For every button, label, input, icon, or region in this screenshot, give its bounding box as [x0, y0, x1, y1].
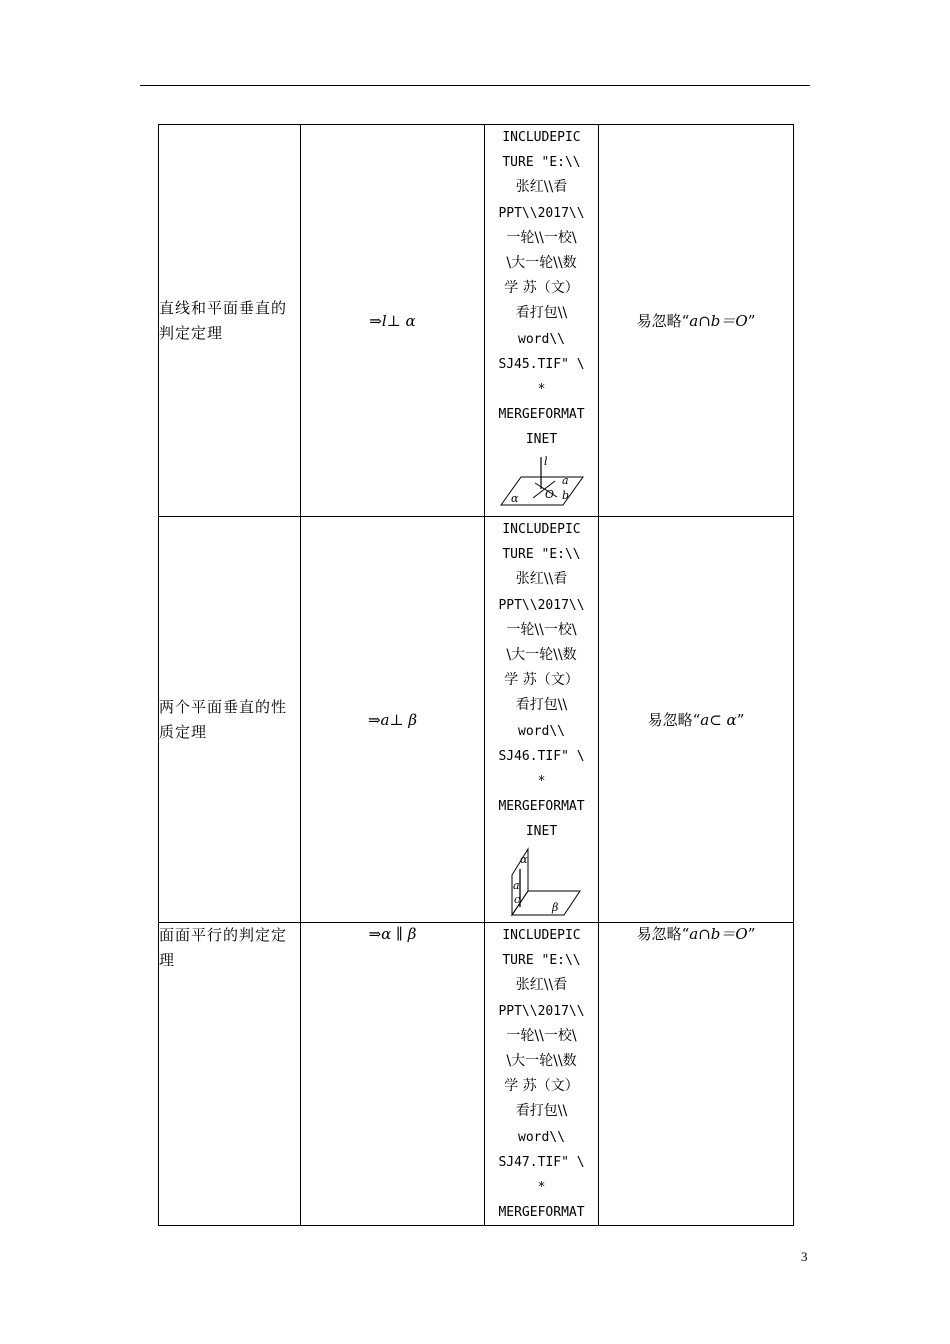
implies-symbol: ⇒: [369, 311, 382, 330]
field-code-line: word\\: [518, 331, 565, 347]
note-suffix: ”: [747, 925, 756, 943]
note-formula: a∩b＝O: [689, 312, 748, 330]
table-row: [159, 923, 794, 1226]
field-code-line: 看打包\\: [515, 1103, 568, 1120]
implies-symbol: ⇒: [368, 925, 382, 943]
conclusion-cell: [301, 125, 485, 517]
field-code-line: SJ47.TIF" \: [498, 1154, 585, 1170]
field-code-line: PPT\\2017\\: [498, 597, 585, 613]
label-c: c: [513, 892, 520, 906]
field-code-line: SJ45.TIF" \: [498, 356, 585, 372]
conclusion-formula: l⊥ α: [381, 311, 416, 330]
note-suffix: ”: [736, 711, 745, 729]
note-prefix: 易忽略“: [647, 711, 701, 729]
theorem-name: 两个平面垂直的性质定理: [159, 697, 288, 741]
label-alpha: α: [519, 852, 527, 866]
label-a: a: [561, 473, 569, 487]
field-code-line: 张红\\看: [515, 571, 568, 588]
field-code-line: 看打包\\: [515, 697, 568, 714]
field-code-line: SJ46.TIF" \: [498, 748, 585, 764]
note-formula: a⊂ α: [700, 711, 737, 729]
figure-cell: [485, 125, 599, 517]
note-cell: [599, 125, 794, 517]
conclusion-formula: α ∥ β: [381, 925, 417, 943]
field-code-line: 张红\\看: [515, 977, 568, 994]
note-cell: [599, 517, 794, 923]
field-code-line: *: [537, 774, 546, 790]
perpendicular-planes-figure: [502, 845, 582, 917]
label-o: O: [544, 487, 554, 501]
note-prefix: 易忽略“: [636, 925, 690, 943]
field-code-line: 张红\\看: [515, 179, 568, 196]
field-code-line: PPT\\2017\\: [498, 205, 585, 221]
conclusion-formula: a⊥ β: [380, 710, 418, 729]
field-code-line: INET: [525, 824, 558, 840]
theorem-name-cell: [159, 517, 301, 923]
note-prefix: 易忽略“: [636, 312, 690, 330]
field-code-line: INCLUDEPIC: [502, 928, 581, 943]
theorem-name-cell: [159, 125, 301, 517]
theorem-table: [158, 124, 794, 1226]
implies-symbol: ⇒: [367, 710, 381, 729]
label-l: l: [543, 454, 548, 468]
field-code-line: MERGEFORMAT: [498, 1205, 585, 1221]
field-code-line: 学 苏（文）: [504, 672, 579, 689]
field-code-line: 看打包\\: [515, 305, 568, 322]
note-formula: a∩b＝O: [689, 925, 748, 943]
field-code-line: TURE "E:\\: [502, 547, 581, 563]
field-code-line: \大一轮\\数: [506, 1053, 577, 1070]
field-code-line: *: [537, 1180, 546, 1196]
page-number: 3: [801, 1249, 808, 1264]
label-beta: β: [551, 900, 558, 914]
field-code-line: TURE "E:\\: [502, 953, 581, 969]
field-code-line: MERGEFORMAT: [498, 799, 585, 815]
field-code-line: \大一轮\\数: [506, 647, 577, 664]
line-plane-perpendicular-figure: [499, 453, 585, 509]
field-code-line: MERGEFORMAT: [498, 407, 585, 423]
label-a: a: [512, 878, 520, 892]
label-b: b: [561, 488, 569, 502]
theorem-name-cell: [159, 923, 301, 1226]
field-code-line: word\\: [518, 1129, 565, 1145]
field-code-line: PPT\\2017\\: [498, 1003, 585, 1019]
conclusion-cell: [301, 517, 485, 923]
note-cell: [599, 923, 794, 1226]
note-suffix: ”: [747, 312, 756, 330]
label-alpha: α: [510, 491, 518, 505]
field-code-line: INCLUDEPIC: [502, 522, 581, 537]
field-code-line: \大一轮\\数: [506, 255, 577, 272]
theorem-name: 直线和平面垂直的判定定理: [159, 298, 288, 342]
figure-cell: [485, 923, 599, 1226]
field-code-line: 一轮\\一校\: [506, 1027, 577, 1044]
header-rule: [140, 85, 810, 86]
field-code-line: TURE "E:\\: [502, 155, 581, 171]
table-row: [159, 517, 794, 923]
field-code-line: INET: [525, 432, 558, 448]
field-code-line: INCLUDEPIC: [502, 130, 581, 145]
table-row: [159, 125, 794, 517]
theorem-name: 面面平行的判定定理: [159, 926, 288, 969]
field-code-line: 一轮\\一校\: [506, 229, 577, 246]
conclusion-cell: [301, 923, 485, 1226]
field-code-line: *: [537, 382, 546, 398]
field-code-line: 学 苏（文）: [504, 280, 579, 297]
field-code-line: 学 苏（文）: [504, 1078, 579, 1095]
figure-cell: [485, 517, 599, 923]
field-code-line: 一轮\\一校\: [506, 621, 577, 638]
field-code-line: word\\: [518, 723, 565, 739]
